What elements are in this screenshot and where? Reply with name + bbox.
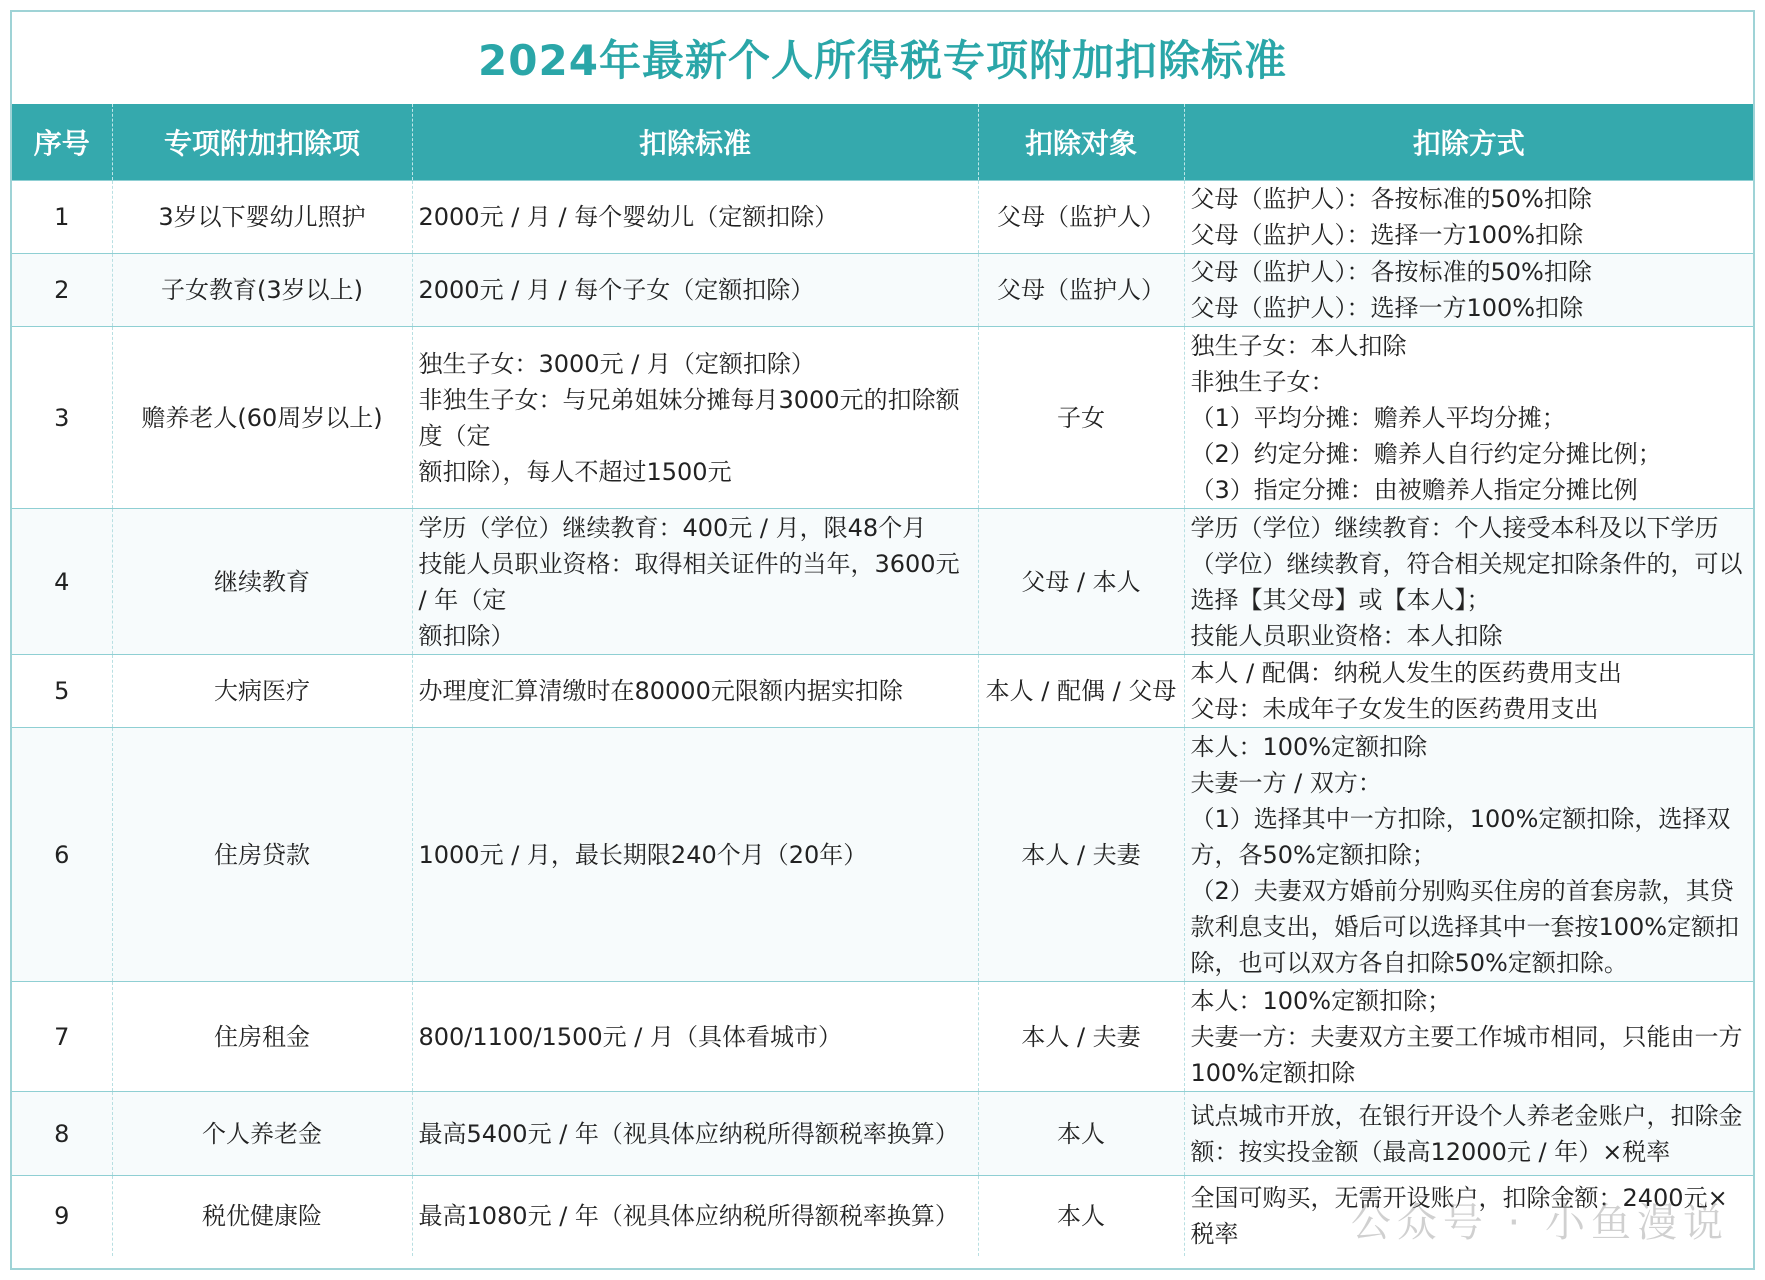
cell-item: 大病医疗: [112, 655, 412, 728]
cell-method: 学历（学位）继续教育：个人接受本科及以下学历（学位）继续教育，符合相关规定扣除条件的，可以选择【其父母】或【本人】； 技能人员职业资格：本人扣除: [1184, 509, 1753, 655]
cell-item: 子女教育(3岁以上): [112, 254, 412, 327]
table-row: [12, 509, 1753, 655]
cell-target: 本人 / 配偶 / 父母: [978, 655, 1184, 728]
cell-no: 3: [12, 327, 112, 509]
header-no: 序号: [12, 104, 112, 181]
table-row: [12, 181, 1753, 254]
table-row: [12, 327, 1753, 509]
cell-standard: 学历（学位）继续教育：400元 / 月，限48个月 技能人员职业资格：取得相关证件的当年，3600元 / 年（定 额扣除）: [412, 509, 978, 655]
cell-no: 8: [12, 1092, 112, 1176]
cell-no: 9: [12, 1176, 112, 1256]
cell-item: 住房租金: [112, 982, 412, 1092]
cell-standard: 2000元 / 月 / 每个子女（定额扣除）: [412, 254, 978, 327]
cell-standard: 1000元 / 月，最长期限240个月（20年）: [412, 728, 978, 982]
header-target: 扣除对象: [978, 104, 1184, 181]
cell-no: 6: [12, 728, 112, 982]
header-standard: 扣除标准: [412, 104, 978, 181]
cell-standard: 最高5400元 / 年（视具体应纳税所得额税率换算）: [412, 1092, 978, 1176]
cell-target: 子女: [978, 327, 1184, 509]
cell-method: 独生子女：本人扣除 非独生子女： （1）平均分摊：赡养人平均分摊； （2）约定分摊：赡养人自行约定分摊比例； （3）指定分摊：由被赡养人指定分摊比例: [1184, 327, 1753, 509]
cell-method: 本人：100%定额扣除 夫妻一方 / 双方： （1）选择其中一方扣除，100%定额扣除，选择双方，各50%定额扣除； （2）夫妻双方婚前分别购买住房的首套房款，其贷款利息支出，婚后可以选择其中一套按100%定额扣除，也可以双方各自扣除50%定额扣除。: [1184, 728, 1753, 982]
table-frame: [10, 10, 1755, 1270]
cell-item: 3岁以下婴幼儿照护: [112, 181, 412, 254]
table-row: [12, 655, 1753, 728]
cell-item: 住房贷款: [112, 728, 412, 982]
cell-item: 个人养老金: [112, 1092, 412, 1176]
cell-target: 本人 / 夫妻: [978, 982, 1184, 1092]
cell-standard: 800/1100/1500元 / 月（具体看城市）: [412, 982, 978, 1092]
header-row: [12, 104, 1753, 181]
header-method: 扣除方式: [1184, 104, 1753, 181]
cell-standard: 2000元 / 月 / 每个婴幼儿（定额扣除）: [412, 181, 978, 254]
table-row: [12, 1176, 1753, 1256]
cell-item: 税优健康险: [112, 1176, 412, 1256]
cell-method: 全国可购买，无需开设账户，扣除金额：2400元×税率: [1184, 1176, 1753, 1256]
cell-no: 5: [12, 655, 112, 728]
cell-no: 2: [12, 254, 112, 327]
cell-method: 父母（监护人）：各按标准的50%扣除 父母（监护人）：选择一方100%扣除: [1184, 254, 1753, 327]
cell-target: 本人: [978, 1176, 1184, 1256]
cell-target: 父母（监护人）: [978, 181, 1184, 254]
cell-no: 4: [12, 509, 112, 655]
deduction-table: [12, 104, 1753, 1256]
cell-standard: 独生子女：3000元 / 月（定额扣除） 非独生子女：与兄弟姐妹分摊每月3000元的扣除额度（定 额扣除），每人不超过1500元: [412, 327, 978, 509]
header-item: 专项附加扣除项: [112, 104, 412, 181]
cell-target: 父母 / 本人: [978, 509, 1184, 655]
cell-standard: 最高1080元 / 年（视具体应纳税所得额税率换算）: [412, 1176, 978, 1256]
cell-standard: 办理度汇算清缴时在80000元限额内据实扣除: [412, 655, 978, 728]
cell-method: 本人 / 配偶：纳税人发生的医药费用支出 父母：未成年子女发生的医药费用支出: [1184, 655, 1753, 728]
cell-method: 试点城市开放，在银行开设个人养老金账户，扣除金额：按实投金额（最高12000元 / 年）×税率: [1184, 1092, 1753, 1176]
cell-method: 本人：100%定额扣除； 夫妻一方：夫妻双方主要工作城市相同，只能由一方100%定额扣除: [1184, 982, 1753, 1092]
watermark: 公众号 · 小鱼漫说: [1350, 1200, 1729, 1246]
cell-no: 1: [12, 181, 112, 254]
table-row: [12, 982, 1753, 1092]
cell-target: 本人: [978, 1092, 1184, 1176]
cell-method: 父母（监护人）：各按标准的50%扣除 父母（监护人）：选择一方100%扣除: [1184, 181, 1753, 254]
cell-target: 本人 / 夫妻: [978, 728, 1184, 982]
cell-no: 7: [12, 982, 112, 1092]
table-row: [12, 728, 1753, 982]
cell-item: 赡养老人(60周岁以上): [112, 327, 412, 509]
table-title: 2024年最新个人所得税专项附加扣除标准: [478, 36, 1287, 85]
cell-item: 继续教育: [112, 509, 412, 655]
table-row: [12, 254, 1753, 327]
cell-target: 父母（监护人）: [978, 254, 1184, 327]
table-row: [12, 1092, 1753, 1176]
